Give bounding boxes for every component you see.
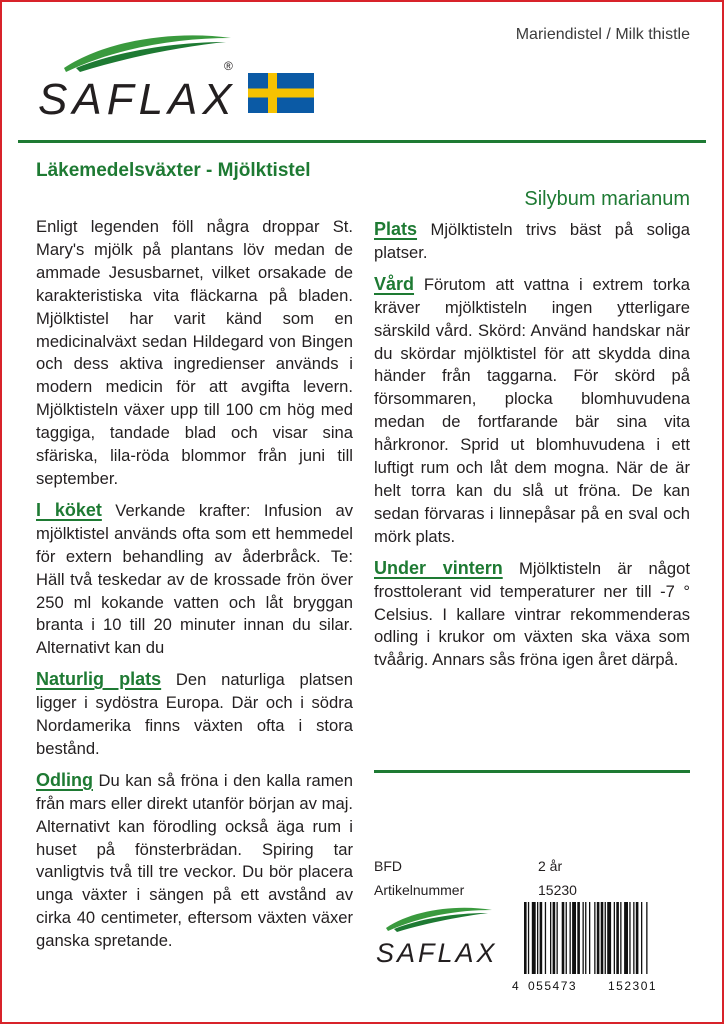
- latin-name: Silybum marianum: [524, 188, 690, 210]
- intro-paragraph: Enligt legenden föll några droppar St. Mary's mjölk på plantans löv medan de ammade Jesusbarnet, vilket orsakade de karakteristiska vita fläckarna på bladen. Mjölktistel har varit känd som en medicinalväxt sedan Hildegard von Bingen och dess aktiva ingredienser används i modern medicin för att avgifta levern. Mjölktisteln växer upp till 100 cm hög med taggiga, tandade blad och visar sina sfäriska, lila-röda blommor från juni till september.: [36, 217, 353, 488]
- saflax-logo-small: [372, 904, 498, 970]
- section-koket: [36, 499, 353, 660]
- section-heading-vard: Vård: [374, 273, 415, 294]
- header-divider: [18, 140, 706, 143]
- section-text-odling: Du kan så fröna i den kalla ramen från mars eller direkt utanför början av maj. Alternativt kan förodling också äga rum i huset på fönsterbrädan. Spiring tar vanligtvis två till tre veckor. Du bör placera unga växter i sängen på ett avstånd av cirka 40 centimeter, eftersom växten växer ganska spretande.: [36, 770, 353, 951]
- section-heading-koket: I köket: [36, 499, 102, 520]
- left-column: [36, 216, 353, 961]
- article-number-value: 15230: [538, 882, 577, 898]
- barcode-group-2: 152301: [608, 979, 658, 993]
- section-heading-naturlig-plats: Naturlig plats: [36, 669, 162, 690]
- registered-mark: ®: [224, 59, 233, 73]
- section-heading-under-vintern: Under vintern: [374, 557, 503, 578]
- barcode: [510, 902, 690, 994]
- section-plats: [374, 218, 690, 265]
- section-heading-odling: Odling: [36, 769, 93, 790]
- page-title: Läkemedelsväxter - Mjölktistel: [36, 160, 311, 181]
- right-column: [374, 218, 690, 680]
- info-divider: [374, 770, 690, 773]
- section-text-koket: Verkande krafter: Infusion av mjölktistel används ofta som ett hemmedel för extern behandling av åderbråck. Te: Häll två teskedar av de krossade frön över 250 ml kokande vatten och låt bryggan branta i 10 till 20 minuter innan du silar. Alternativt kan du: [36, 500, 353, 658]
- product-name-label: Mariendistel / Milk thistle: [515, 26, 690, 43]
- section-odling: [36, 769, 353, 953]
- bfd-value: 2 år: [538, 858, 563, 874]
- barcode-lead-digit: 4: [512, 979, 519, 993]
- swedish-flag-icon: [248, 73, 314, 113]
- saflax-logo: [36, 28, 246, 123]
- bfd-label: BFD: [374, 858, 402, 874]
- section-under-vintern: [374, 557, 690, 673]
- section-text-under-vintern: Mjölktisteln är något frosttolerant vid temperaturer ner till -7 ° Celsius. I kallare vintrar rekommenderas odling i krukor om växten ska växa som tvåårig. Annars sås fröna igen året därpå.: [374, 558, 690, 670]
- brand-text-small: SAFLAX: [376, 938, 498, 968]
- article-number-label: Artikelnummer: [374, 882, 465, 898]
- section-text-plats: Mjölktisteln trivs bäst på soliga platser.: [374, 220, 690, 262]
- section-text-vard: Förutom att vattna i extrem torka kräver mjölktisteln ingen ytterligare särskild vård. Skörd: Använd handskar när du skördar mjölktistel för att skydda dina händer från taggarna. För skörd på försommaren, plocka blomhuvudena medan de fortfarande bär sina vita hårkronor. Sprid ut blomhuvudena i ett luftigt rum och låt dem mogna. När de är helt torra kan du slå ut fröna. De kan sedan förvaras i linnepåsar på en sval och mörk plats.: [374, 274, 690, 546]
- section-heading-plats: Plats: [374, 219, 418, 239]
- section-vard: [374, 273, 690, 549]
- brand-text: SAFLAX: [38, 75, 237, 123]
- section-text-naturlig-plats: Den naturliga platsen ligger i sydöstra Europa. Där och i södra Nordamerika finns växten ofta i stora bestånd.: [36, 670, 353, 758]
- section-naturlig-plats: [36, 668, 353, 761]
- barcode-group-1: 055473: [528, 979, 578, 993]
